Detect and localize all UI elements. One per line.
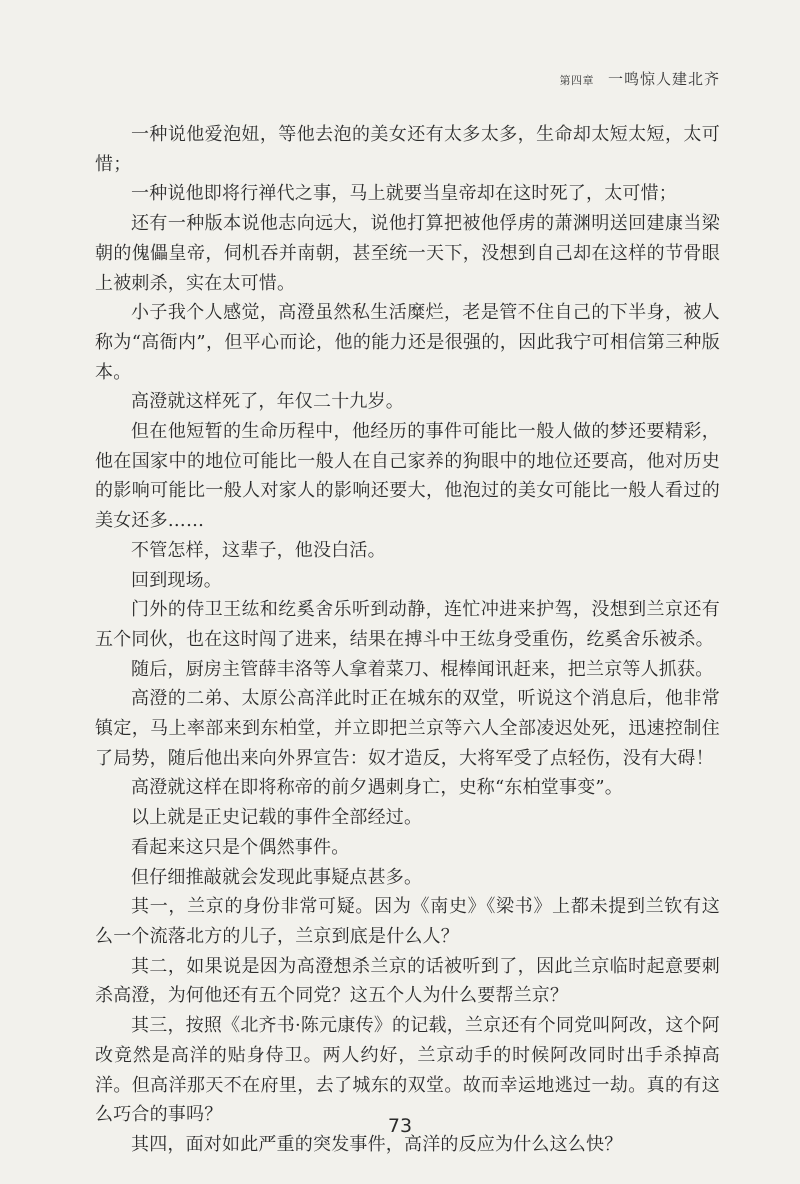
paragraph: 其一，兰京的身份非常可疑。因为《南史》《梁书》上都未提到兰钦有这么一个流落北方的儿子，兰京到底是什么人？ — [95, 896, 720, 947]
paragraph: 还有一种版本说他志向远大，说他打算把被他俘虏的萧渊明送回建康当梁朝的傀儡皇帝，伺机吞并南朝，甚至统一天下，没想到自己却在这样的节骨眼上被刺杀，实在太可惜。 — [95, 213, 720, 294]
paragraph: 随后，厨房主管薛丰洛等人拿着菜刀、棍棒闻讯赶来，把兰京等人抓获。 — [131, 658, 714, 680]
paragraph: 高澄就这样死了，年仅二十九岁。 — [131, 391, 404, 413]
paragraph: 回到现场。 — [131, 569, 222, 591]
paragraph: 其二，如果说是因为高澄想杀兰京的话被听到了，因此兰京临时起意要刺杀高澄，为何他还有五个同党？这五个人为什么要帮兰京？ — [95, 955, 720, 1007]
body-text — [95, 120, 720, 1160]
paragraph: 高澄的二弟、太原公高洋此时正在城东的双堂，听说这个消息后，他非常镇定，马上率部来到东柏堂，并立即把兰京等六人全部凌迟处死，迅速控制住了局势，随后他出来向外界宣告：奴才造反，大将军受了点轻伤，没有大碍！ — [95, 688, 720, 769]
paragraph: 小子我个人感觉，高澄虽然私生活糜烂，老是管不住自己的下半身，被人称为“高衙内”，但平心而论，他的能力还是很强的，因此我宁可相信第三种版本。 — [95, 302, 720, 383]
paragraph: 看起来这只是个偶然事件。 — [131, 836, 350, 858]
running-head — [559, 68, 720, 89]
paragraph: 高澄就这样在即将称帝的前夕遇刺身亡，史称“东柏堂事变”。 — [131, 777, 624, 799]
paragraph: 门外的侍卫王纮和纥奚舍乐听到动静，连忙冲进来护驾，没想到兰京还有五个同伙，也在这时闯了进来，结果在搏斗中王纮身受重伤，纥奚舍乐被杀。 — [95, 599, 720, 650]
paragraph: 一种说他即将行禅代之事，马上就要当皇帝却在这时死了，太可惜； — [131, 183, 677, 205]
page-number: 73 — [387, 1115, 413, 1137]
paragraph: 以上就是正史记载的事件全部经过。 — [131, 807, 423, 829]
chapter-label: 第四章 — [559, 74, 594, 87]
paragraph: 但仔细推敲就会发现此事疑点甚多。 — [131, 866, 423, 888]
paragraph: 但在他短暂的生命历程中，他经历的事件可能比一般人做的梦还要精彩，他在国家中的地位可能比一般人在自己家养的狗眼中的地位还要高，他对历史的影响可能比一般人对家人的影响还要大，他泡过的美女可能比一般人看过的美女还多…… — [95, 421, 720, 532]
paragraph: 不管怎样，这辈子，他没白活。 — [131, 539, 386, 561]
chapter-title: 一鸣惊人建北齐 — [607, 70, 720, 88]
paragraph: 其四，面对如此严重的突发事件，高洋的反应为什么这么快？ — [131, 1133, 623, 1155]
paragraph: 一种说他爱泡妞，等他去泡的美女还有太多太多，生命却太短太短，太可惜； — [95, 124, 720, 175]
paragraph: 其三，按照《北齐书·陈元康传》的记载，兰京还有个同党叫阿改，这个阿改竟然是高洋的贴身侍卫。两人约好，兰京动手的时候阿改同时出手杀掉高洋。但高洋那天不在府里，去了城东的双堂。故而幸运地逃过一劫。真的有这么巧合的事吗？ — [95, 1015, 720, 1126]
